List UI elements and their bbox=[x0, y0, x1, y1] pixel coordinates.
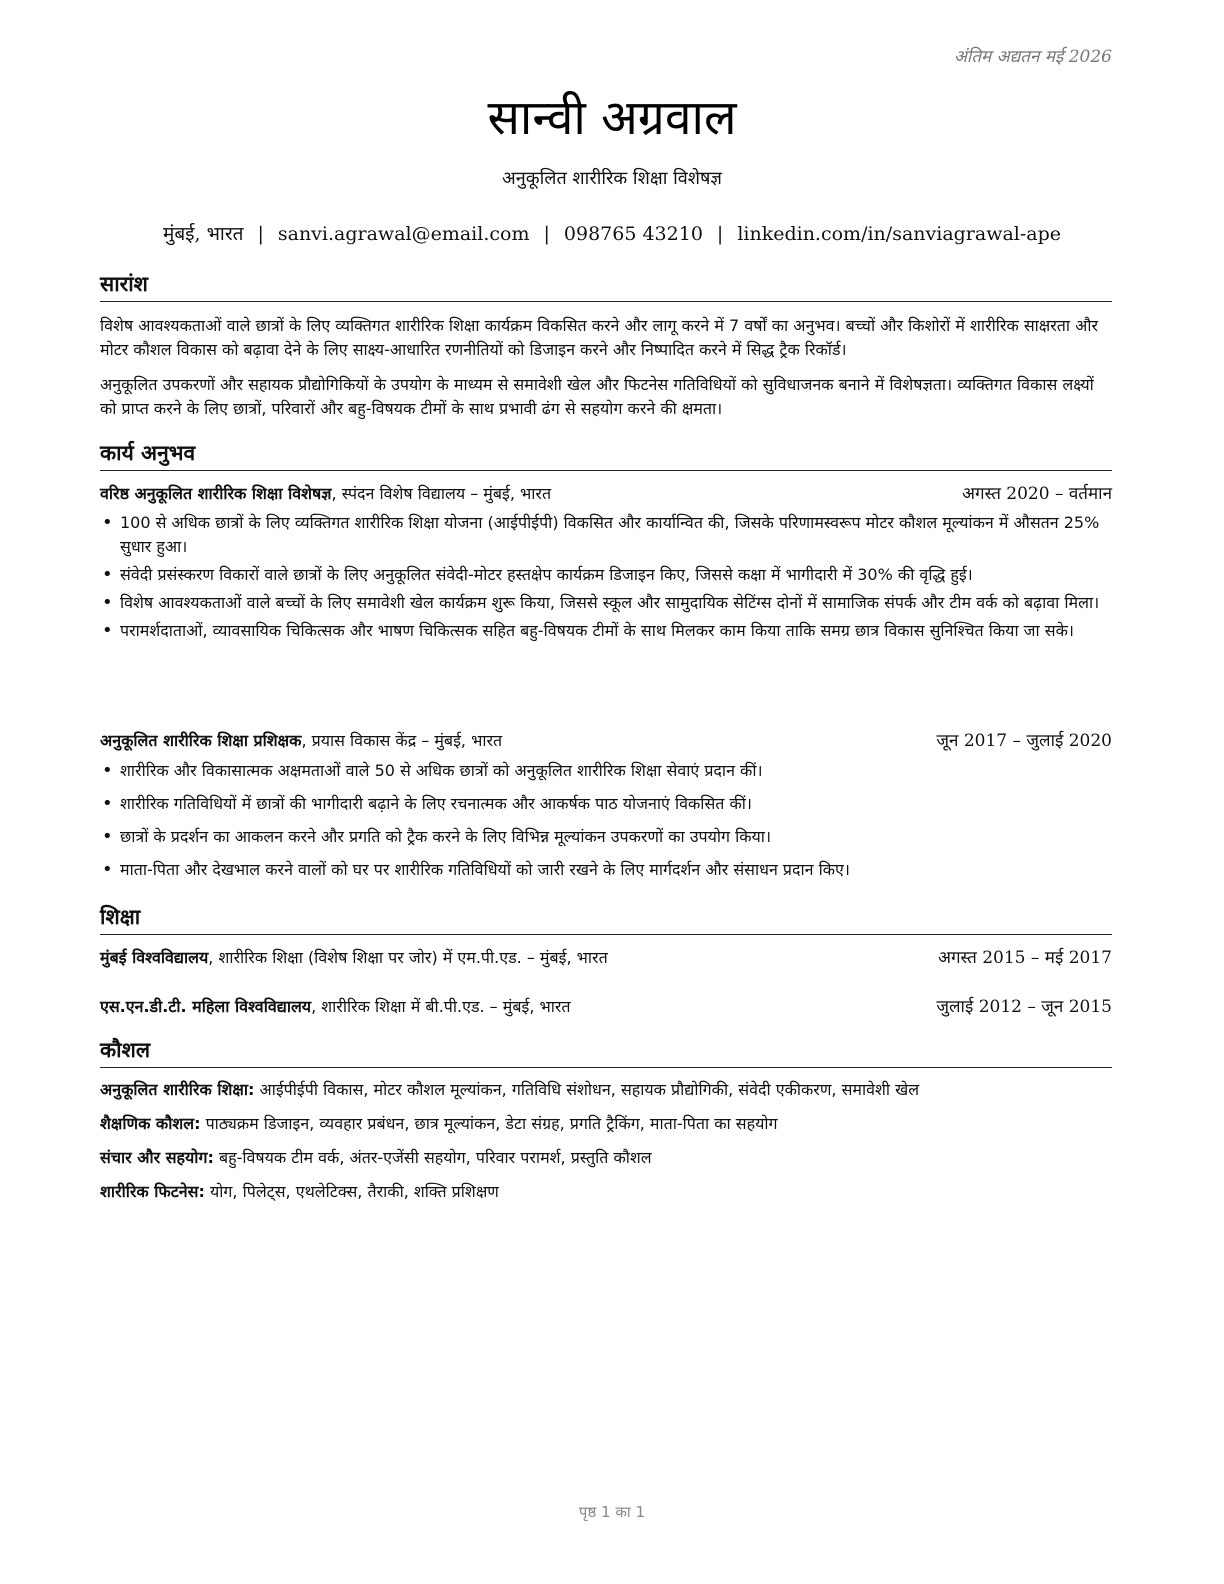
skill-label: संचार और सहयोग: bbox=[100, 1148, 214, 1167]
skills-heading: कौशल bbox=[100, 1036, 1112, 1068]
contact-separator: | bbox=[543, 223, 550, 245]
skill-value: बहु-विषयक टीम वर्क, अंतर-एजेंसी सहयोग, परिवार परामर्श, प्रस्तुति कौशल bbox=[213, 1148, 652, 1167]
summary-paragraph-2: अनुकूलित उपकरणों और सहायक प्रौद्योगिकियों के उपयोग के माध्यम से समावेशी खेल और फिटनेस गतिविधियों को सुविधाजनक बनाने में विशेषज्ञता। व्यक्तिगत विकास लक्ष्यों को प्राप्त करने के लिए छात्रों, परिवारों और बहु-विषयक टीमों के साथ प्रभावी ढंग से सहयोग करने की क्षमता। bbox=[100, 375, 1094, 418]
skill-value: योग, पिलेट्स, एथलेटिक्स, तैराकी, शक्ति प्रशिक्षण bbox=[204, 1182, 499, 1201]
list-item: • शारीरिक और विकासात्मक अक्षमताओं वाले 50 से अधिक छात्रों को अनुकूलित शारीरिक शिक्षा सेवाएं प्रदान कीं। bbox=[100, 759, 1112, 783]
skill-row bbox=[100, 1180, 1112, 1204]
contact-linkedin[interactable]: linkedin.com/in/sanviagrawal-ape bbox=[737, 223, 1062, 245]
job-bullets bbox=[100, 511, 1112, 643]
summary-paragraph-1: विशेष आवश्यकताओं वाले छात्रों के लिए व्यक्तिगत शारीरिक शिक्षा कार्यक्रम विकसित करने और लागू करने में 7 वर्षों का अनुभव। बच्चों और किशोरों में शारीरिक साक्षरता और मोटर कौशल विकास को बढ़ावा देने के लिए साक्ष्य-आधारित रणनीतियों को डिजाइन करने और निष्पादित करने में सिद्ध ट्रैक रिकॉर्ड। bbox=[100, 316, 1099, 359]
job-org: , प्रयास विकास केंद्र – मुंबई, भारत bbox=[301, 731, 503, 750]
list-item: • माता-पिता और देखभाल करने वालों को घर पर शारीरिक गतिविधियों को जारी रखने के लिए मार्गदर्शन और संसाधन प्रदान किए। bbox=[100, 858, 1112, 882]
contact-separator: | bbox=[716, 223, 724, 245]
education-institution: एस.एन.डी.टी. महिला विश्वविद्यालय bbox=[100, 997, 312, 1016]
job-org: , स्पंदन विशेष विद्यालय – मुंबई, भारत bbox=[331, 484, 552, 503]
skill-label: शारीरिक फिटनेस: bbox=[100, 1182, 205, 1201]
list-item: • विशेष आवश्यकताओं वाले बच्चों के लिए समावेशी खेल कार्यक्रम शुरू किया, जिससे स्कूल और सामुदायिक सेटिंग्स दोनों में सामाजिक संपर्क और टीम वर्क को बढ़ावा मिला। bbox=[100, 591, 1112, 615]
job-header bbox=[100, 482, 1112, 506]
skill-label: शैक्षणिक कौशल: bbox=[100, 1114, 201, 1133]
skill-row bbox=[100, 1078, 1112, 1102]
education-dates: जुलाई 2012 – जून 2015 bbox=[936, 997, 1112, 1017]
candidate-title: अनुकूलित शारीरिक शिक्षा विशेषज्ञ bbox=[502, 168, 722, 189]
job-role: वरिष्ठ अनुकूलित शारीरिक शिक्षा विशेषज्ञ bbox=[100, 484, 332, 503]
list-item: • शारीरिक गतिविधियों में छात्रों की भागीदारी बढ़ाने के लिए रचनात्मक और आकर्षक पाठ योजनाएं विकसित कीं। bbox=[100, 792, 1112, 816]
skill-value: आईपीईपी विकास, मोटर कौशल मूल्यांकन, गतिविधि संशोधन, सहायक प्रौद्योगिकी, संवेदी एकीकरण, समावेशी खेल bbox=[254, 1080, 920, 1099]
job-dates: अगस्त 2020 – वर्तमान bbox=[962, 484, 1112, 504]
last-updated: अंतिम अद्यतन मई 2026 bbox=[953, 47, 1112, 67]
summary-heading: सारांश bbox=[100, 270, 1112, 302]
job-role: अनुकूलित शारीरिक शिक्षा प्रशिक्षक bbox=[100, 731, 302, 750]
education-entry bbox=[100, 995, 1112, 1019]
skill-row bbox=[100, 1112, 1112, 1136]
list-item: • छात्रों के प्रदर्शन का आकलन करने और प्रगति को ट्रैक करने के लिए विभिन्न मूल्यांकन उपकरणों का उपयोग किया। bbox=[100, 825, 1112, 849]
education-detail: , शारीरिक शिक्षा (विशेष शिक्षा पर जोर) में एम.पी.एड. – मुंबई, भारत bbox=[208, 948, 608, 967]
job-dates: जून 2017 – जुलाई 2020 bbox=[936, 731, 1112, 751]
skill-label: अनुकूलित शारीरिक शिक्षा: bbox=[100, 1080, 255, 1099]
education-detail: , शारीरिक शिक्षा में बी.पी.एड. – मुंबई, भारत bbox=[311, 997, 571, 1016]
education-entry bbox=[100, 946, 1112, 970]
candidate-name: सान्वी अग्रवाल bbox=[487, 90, 737, 146]
education-heading: शिक्षा bbox=[100, 903, 1112, 935]
list-item: • संवेदी प्रसंस्करण विकारों वाले छात्रों के लिए अनुकूलित संवेदी-मोटर हस्तक्षेप कार्यक्रम डिजाइन किए, जिससे कक्षा में भागीदारी में 30% की वृद्धि हुई। bbox=[100, 563, 1112, 587]
contact-location: मुंबई, भारत bbox=[162, 223, 244, 245]
list-item: • परामर्शदाताओं, व्यावसायिक चिकित्सक और भाषण चिकित्सक सहित बहु-विषयक टीमों के साथ मिलकर काम किया ताकि समग्र छात्र विकास सुनिश्चित किया जा सके। bbox=[100, 619, 1112, 643]
contact-phone: 098765 43210 bbox=[563, 223, 703, 245]
job-header bbox=[100, 729, 1112, 753]
job-bullets bbox=[100, 759, 1112, 882]
skill-row bbox=[100, 1146, 1112, 1170]
page-number: पृष्ठ 1 का 1 bbox=[578, 1503, 646, 1521]
list-item: • 100 से अधिक छात्रों के लिए व्यक्तिगत शारीरिक शिक्षा योजना (आईपीईपी) विकसित और कार्यान्वित की, जिसके परिणामस्वरूप मोटर कौशल मूल्यांकन में औसतन 25% सुधार हुआ। bbox=[100, 511, 1112, 559]
education-dates: अगस्त 2015 – मई 2017 bbox=[937, 948, 1112, 968]
education-institution: मुंबई विश्वविद्यालय bbox=[100, 948, 209, 967]
contact-line bbox=[0, 220, 1224, 246]
contact-email[interactable]: sanvi.agrawal@email.com bbox=[277, 223, 530, 245]
skill-value: पाठ्यक्रम डिजाइन, व्यवहार प्रबंधन, छात्र मूल्यांकन, डेटा संग्रह, प्रगति ट्रैकिंग, माता-पिता का सहयोग bbox=[200, 1114, 778, 1133]
contact-separator: | bbox=[257, 223, 264, 245]
experience-heading: कार्य अनुभव bbox=[100, 439, 1112, 471]
